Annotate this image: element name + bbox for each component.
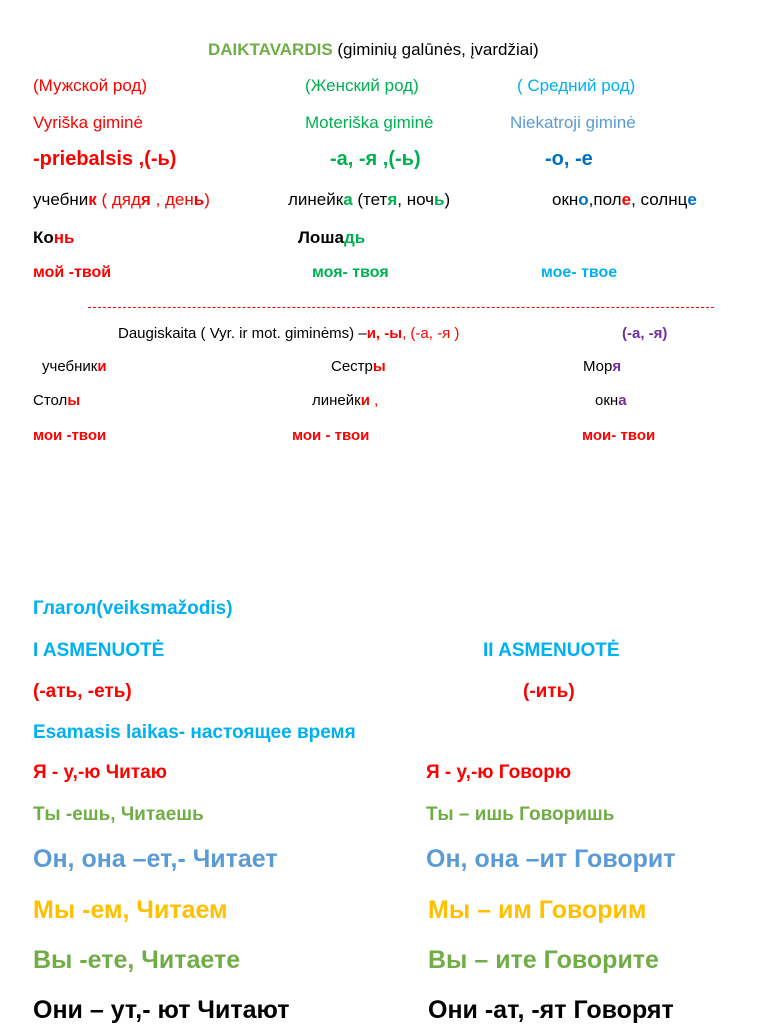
verbs-title: Глагол(veiksmažodis) — [33, 598, 233, 619]
verb-row-ya-left: Я - у,-ю Читаю — [33, 762, 167, 783]
example-masc-stem: учебни — [33, 190, 89, 209]
verb-row-my-right: Мы – им Говорим — [428, 896, 647, 924]
verb-row-ty-left: Ты -ешь, Читаешь — [33, 804, 204, 825]
nouns-title-rest: (giminių galūnės, įvardžiai) — [332, 40, 539, 59]
example-fem-ending: а — [343, 190, 353, 209]
example-fem — [288, 190, 450, 210]
example-masc-ending3: ь — [193, 190, 205, 209]
example-masc-ending: к — [88, 190, 97, 209]
example-fem-stem3: , ноч — [397, 190, 435, 209]
verb-row-oni-left: Они – ут,- ют Читают — [33, 996, 290, 1024]
verb-row-vy-right: Вы – ите Говорите — [428, 946, 659, 974]
example-neut-ending3: е — [687, 190, 697, 209]
plural-fem-1-ending: ы — [372, 358, 386, 375]
ending-neut: -о, -е — [545, 148, 593, 170]
horse-masc-stem: Ко — [33, 228, 54, 247]
example-fem-ending3: ь — [434, 190, 445, 209]
plural-fem-1-stem: Сестр — [331, 358, 373, 375]
example-neut-stem2: ,пол — [588, 190, 622, 209]
verb-row-oni-right: Они -ат, -ят Говорят — [428, 996, 674, 1024]
plural-masc-1-stem: учебник — [42, 358, 98, 375]
gender-lt-fem: Moteriška giminė — [305, 113, 434, 132]
plural-header-endings: и, -ы — [366, 325, 403, 342]
example-neut-stem: окн — [552, 190, 579, 209]
plural-neut-1-ending: я — [612, 358, 622, 375]
example-masc-close: ) — [204, 190, 210, 209]
verb-row-ya-right: Я - у,-ю Говорю — [426, 762, 572, 783]
horse-fem-ending: дь — [343, 228, 366, 247]
nouns-title-word: DAIKTAVARDIS — [208, 40, 333, 59]
plural-pronoun-masc: мои -твои — [33, 427, 107, 444]
plural-masc-1-ending: и — [97, 358, 107, 375]
plural-fem-2 — [312, 392, 378, 409]
example-neut — [552, 190, 697, 210]
section-divider — [88, 307, 714, 308]
conjugation-1-endings: (-ать, -еть) — [33, 681, 132, 702]
plural-header-neuter-bold: (-а, -я) — [622, 325, 668, 342]
plural-header-text: Daugiskaita ( Vyr. ir mot. giminėms) – — [118, 325, 367, 342]
example-neut-ending2: е — [621, 190, 632, 209]
horse-masc — [33, 228, 74, 248]
example-masc-ending2: я — [140, 190, 151, 209]
verb-row-vy-left: Вы -ете, Читаете — [33, 946, 241, 974]
example-fem-stem: линейк — [288, 190, 344, 209]
plural-header-sep: , — [402, 325, 411, 342]
verb-row-on-left: Он, она –ет,- Читает — [33, 845, 278, 873]
pronoun-neut: мое- твое — [541, 264, 618, 281]
pronoun-masc: мой -твой — [33, 264, 112, 281]
horse-masc-ending: нь — [53, 228, 75, 247]
plural-fem-2-ending: и — [360, 392, 370, 409]
example-fem-ending2: я — [387, 190, 398, 209]
plural-masc-2 — [33, 392, 80, 409]
plural-fem-1 — [331, 358, 386, 375]
verb-row-my-left: Мы -ем, Читаем — [33, 896, 228, 924]
ending-fem: -а, -я ,(-ь) — [330, 148, 421, 170]
plural-header — [118, 325, 459, 342]
plural-pronoun-fem: мои - твои — [292, 427, 370, 444]
plural-pronoun-neut: мои- твои — [582, 427, 656, 444]
plural-neut-2 — [595, 392, 627, 409]
plural-neut-2-ending: а — [618, 392, 627, 409]
conjugation-2-endings: (-ить) — [523, 681, 575, 702]
conjugation-1-title: I ASMENUOTĖ — [33, 640, 165, 661]
gender-lt-neut: Niekatroji giminė — [510, 113, 636, 132]
plural-neut-2-stem: окн — [595, 392, 619, 409]
plural-masc-2-stem: Стол — [33, 392, 68, 409]
example-masc — [33, 190, 210, 210]
gender-ru-neut: ( Средний род) — [517, 76, 636, 95]
example-fem-stem2: (тет — [352, 190, 388, 209]
plural-masc-2-ending: ы — [67, 392, 81, 409]
plural-header-neuter: (-а, -я ) — [410, 325, 460, 342]
present-tense-title: Esamasis laikas- настоящее время — [33, 722, 356, 743]
ending-masc: -priebalsis ,(-ь) — [33, 148, 177, 170]
nouns-title — [208, 40, 539, 60]
verb-row-on-right: Он, она –ит Говорит — [426, 845, 676, 873]
plural-fem-2-comma: , — [369, 392, 379, 409]
plural-neut-1 — [583, 358, 621, 375]
example-masc-stem3: , ден — [150, 190, 194, 209]
horse-fem-stem: Лоша — [298, 228, 344, 247]
example-masc-stem2: ( дяд — [96, 190, 141, 209]
gender-lt-masc: Vyriška giminė — [33, 113, 143, 132]
gender-ru-masc: (Мужской род) — [33, 76, 147, 95]
gender-ru-fem: (Женский род) — [305, 76, 419, 95]
plural-fem-2-stem: линейк — [312, 392, 361, 409]
example-neut-stem3: , солнц — [631, 190, 688, 209]
plural-neut-1-stem: Мор — [583, 358, 613, 375]
plural-masc-1 — [42, 358, 107, 375]
pronoun-fem: моя- твоя — [312, 264, 389, 281]
horse-fem — [298, 228, 365, 248]
example-neut-ending: о — [578, 190, 589, 209]
example-fem-close: ) — [444, 190, 451, 209]
conjugation-2-title: II ASMENUOTĖ — [483, 640, 620, 661]
verb-row-ty-right: Ты – ишь Говоришь — [426, 804, 615, 825]
